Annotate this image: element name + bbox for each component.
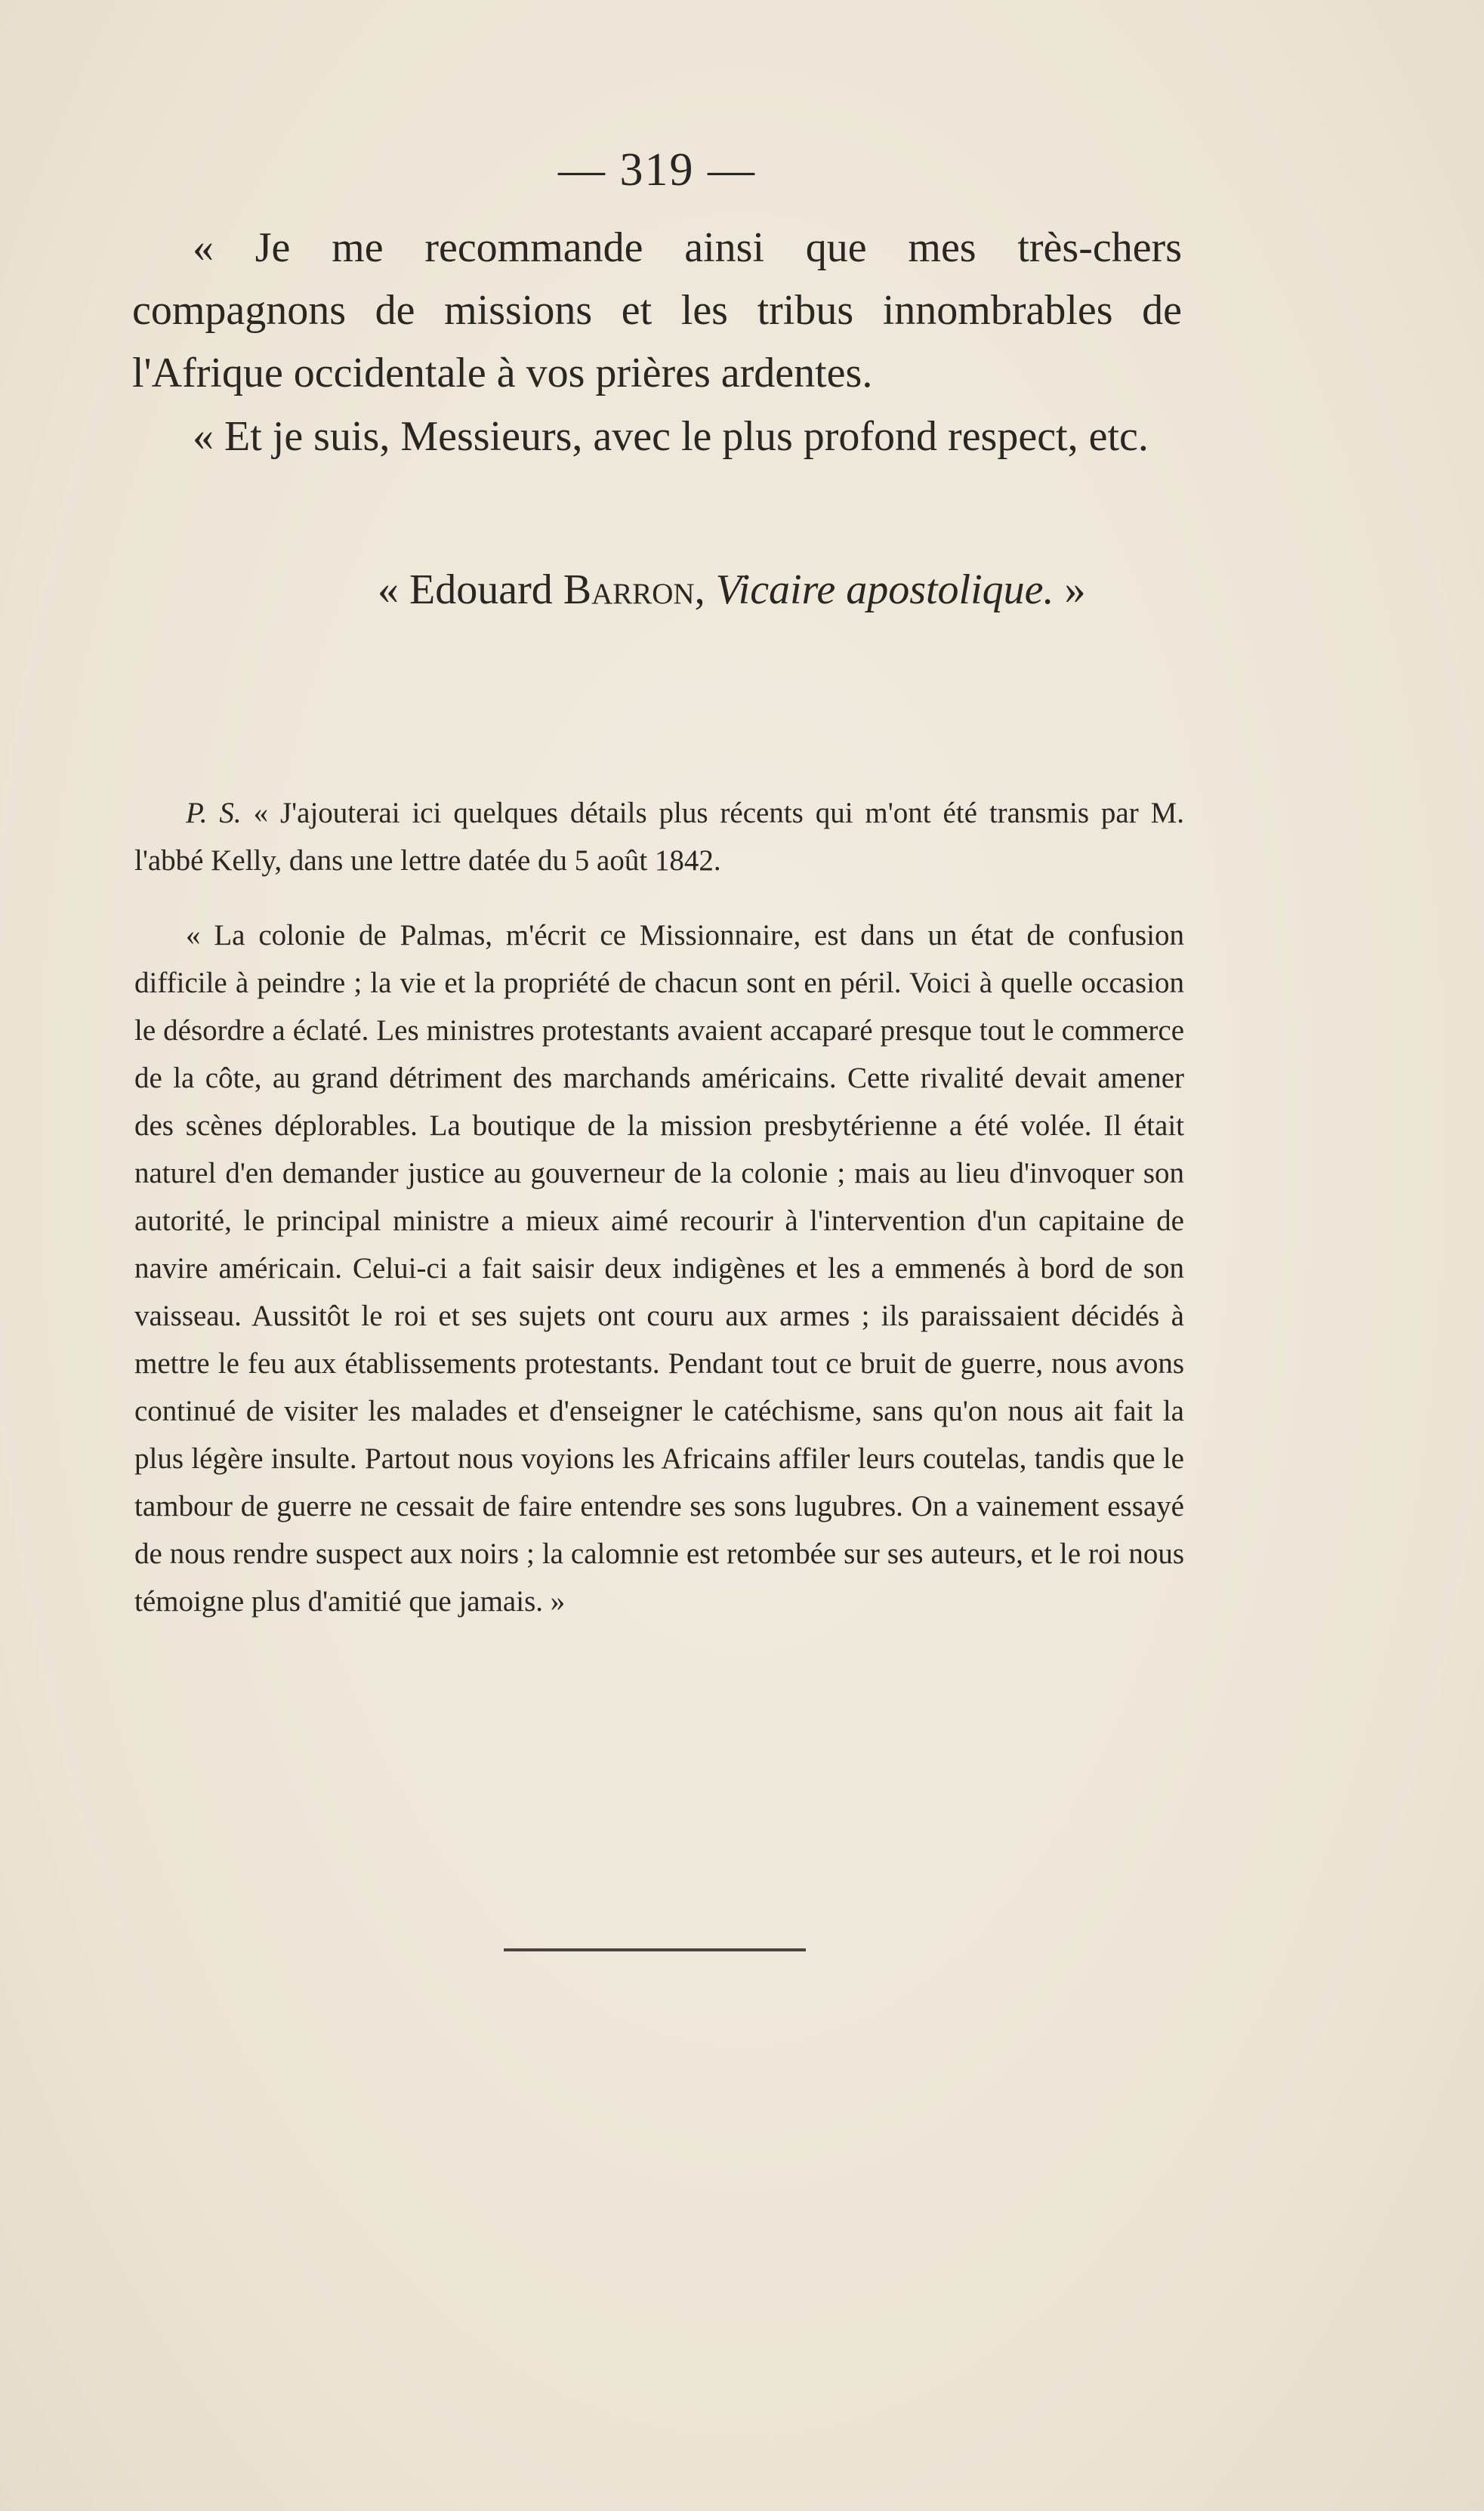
signature-surname: Barron bbox=[563, 566, 695, 613]
postscript-intro-body: « J'ajouterai ici quelques détails plus récents qui m'ont été transmis par M. l'abbé Kelly, dans une lettre datée du 5 août 1842. bbox=[134, 797, 1184, 877]
signature-separator: , bbox=[694, 566, 716, 613]
end-rule-divider bbox=[504, 1948, 806, 1951]
letter-paragraph-salutation bbox=[132, 406, 1182, 468]
postscript-label: P. S. bbox=[186, 797, 242, 829]
postscript-quoted-letter bbox=[134, 912, 1184, 1625]
letter-paragraph-text: « Et je suis, Messieurs, avec le plus profond respect, etc. bbox=[193, 413, 1149, 460]
letter-paragraph-text: « Je me recommande ainsi que mes très-chers compagnons de missions et les tribus innombrables de l'Afrique occidentale à vos prières ardentes. bbox=[132, 224, 1182, 396]
letter-signature bbox=[378, 559, 1208, 622]
page-number: — 319 — bbox=[558, 144, 756, 196]
postscript-quoted-text: « La colonie de Palmas, m'écrit ce Missionnaire, est dans un état de confusion difficile à peindre ; la vie et la propriété de chacun sont en péril. Voici à quelle occasion le désordre a éclaté. Les ministres protestants avaient accaparé presque tout le commerce de la côte, au grand détriment des marchands américains. Cette rivalité devait amener des scènes déplorables. La boutique de la mission presbytérienne a été volée. Il était naturel d'en demander justice au gouverneur de la colonie ; mais au lieu d'invoquer son autorité, le principal ministre a mieux aimé recourir à l'intervention d'un capitaine de navire américain. Celui-ci a fait saisir deux indigènes et les a emmenés à bord de son vaisseau. Aussitôt le roi et ses sujets ont couru aux armes ; ils paraissaient décidés à mettre le feu aux établissements protestants. Pendant tout ce bruit de guerre, nous avons continué de visiter les malades et d'enseigner le catéchisme, sans qu'on nous ait fait la plus légère insulte. Partout nous voyions les Africains affiler leurs coutelas, tandis que le tambour de guerre ne cessait de faire entendre ses sons lugubres. On a vainement essayé de nous rendre suspect aux noirs ; la calomnie est retombée sur ses auteurs, et le roi nous témoigne plus d'amitié que jamais. » bbox=[134, 919, 1184, 1618]
signature-open: « Edouard bbox=[378, 566, 563, 613]
signature-title: Vicaire apostolique. bbox=[715, 566, 1054, 613]
postscript-intro-text bbox=[134, 789, 1184, 884]
signature-close: » bbox=[1054, 566, 1086, 613]
postscript-intro bbox=[134, 789, 1184, 884]
letter-paragraph-closing-prayer bbox=[132, 217, 1182, 405]
